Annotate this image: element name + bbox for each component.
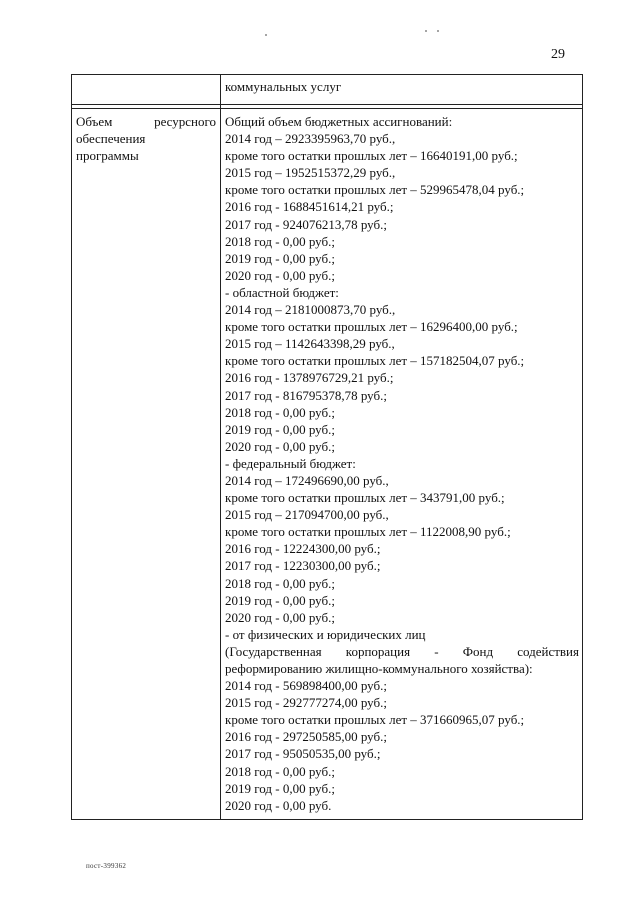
individuals-line: 2017 год - 95050535,00 руб.; — [225, 746, 381, 762]
table-border-bottom — [71, 819, 583, 820]
document-code: пост-399362 — [86, 862, 127, 870]
fund-word: (Государственная — [225, 643, 322, 659]
regional-line: кроме того остатки прошлых лет – 157182504,07 руб.; — [225, 353, 525, 369]
fund-name-line: реформированию жилищно-коммунального хозяйства): — [225, 661, 533, 676]
federal-line: кроме того остатки прошлых лет – 343791,00 руб.; — [225, 490, 505, 506]
table-row-divider — [71, 108, 583, 109]
row-label-word: Объем — [76, 114, 113, 129]
row-label-word: ресурсного — [154, 114, 216, 129]
previous-row-content: коммунальных услуг — [225, 79, 342, 94]
total-line: 2017 год - 924076213,78 руб.; — [225, 216, 387, 232]
table-border-right — [582, 74, 583, 820]
federal-line: 2018 год - 0,00 руб.; — [225, 575, 335, 591]
table-border-left — [71, 74, 72, 820]
total-line: 2015 год – 1952515372,29 руб., — [225, 165, 396, 181]
federal-line: кроме того остатки прошлых лет – 1122008,90 руб.; — [225, 524, 511, 540]
table-column-divider — [220, 74, 221, 820]
total-line: 2019 год - 0,00 руб.; — [225, 250, 335, 266]
regional-heading: - областной бюджет: — [225, 284, 339, 300]
federal-line: 2015 год – 217094700,00 руб., — [225, 507, 389, 523]
individuals-line: 2016 год - 297250585,00 руб.; — [225, 729, 387, 745]
individuals-line: 2015 год - 292777274,00 руб.; — [225, 695, 387, 711]
individuals-heading: - от физических и юридических лиц — [225, 626, 426, 642]
fund-word: - — [434, 643, 439, 659]
page-number: 29 — [551, 47, 565, 62]
regional-line: 2017 год - 816795378,78 руб.; — [225, 387, 387, 403]
regional-line: 2018 год - 0,00 руб.; — [225, 404, 335, 420]
regional-line: 2015 год – 1142643398,29 руб., — [225, 336, 395, 352]
scan-speck — [265, 34, 267, 36]
individuals-line: 2019 год - 0,00 руб.; — [225, 780, 335, 796]
table-row-divider — [71, 104, 583, 105]
total-line: 2018 год - 0,00 руб.; — [225, 233, 335, 249]
row-label-line — [76, 113, 216, 130]
regional-line: 2020 год - 0,00 руб.; — [225, 438, 335, 454]
individuals-line: кроме того остатки прошлых лет – 371660965,07 руб.; — [225, 712, 525, 728]
fund-word: содействия — [517, 643, 579, 659]
row-label-line: обеспечения — [76, 131, 146, 147]
scan-speck — [425, 30, 427, 32]
scan-speck — [437, 30, 439, 32]
individuals-line: 2018 год - 0,00 руб.; — [225, 763, 335, 779]
total-line: 2020 год - 0,00 руб.; — [225, 267, 335, 283]
federal-line: 2019 год - 0,00 руб.; — [225, 592, 335, 608]
row-label-line: программы — [76, 148, 139, 164]
total-heading: Общий объем бюджетных ассигнований: — [225, 114, 453, 129]
federal-line: 2016 год - 12224300,00 руб.; — [225, 541, 381, 557]
row-label — [76, 113, 216, 164]
regional-line: 2016 год - 1378976729,21 руб.; — [225, 370, 394, 386]
individuals-line: 2014 год - 569898400,00 руб.; — [225, 678, 387, 694]
fund-name-line — [225, 643, 579, 660]
regional-line: 2014 год – 2181000873,70 руб., — [225, 302, 396, 318]
federal-line: 2020 год - 0,00 руб.; — [225, 609, 335, 625]
regional-line: кроме того остатки прошлых лет – 16296400,00 руб.; — [225, 319, 518, 335]
federal-line: 2014 год – 172496690,00 руб., — [225, 472, 389, 488]
federal-line: 2017 год - 12230300,00 руб.; — [225, 558, 381, 574]
regional-line: 2019 год - 0,00 руб.; — [225, 421, 335, 437]
individuals-line: 2020 год - 0,00 руб. — [225, 797, 332, 813]
total-line: кроме того остатки прошлых лет – 16640191,00 руб.; — [225, 148, 518, 164]
fund-word: Фонд — [462, 643, 494, 659]
total-line: кроме того остатки прошлых лет – 529965478,04 руб.; — [225, 182, 525, 198]
federal-heading: - федеральный бюджет: — [225, 455, 356, 471]
total-line: 2014 год – 2923395963,70 руб., — [225, 131, 396, 147]
total-line: 2016 год - 1688451614,21 руб.; — [225, 199, 394, 215]
funding-content — [225, 113, 579, 814]
table-border-top — [71, 74, 583, 75]
fund-word: корпорация — [345, 643, 411, 659]
